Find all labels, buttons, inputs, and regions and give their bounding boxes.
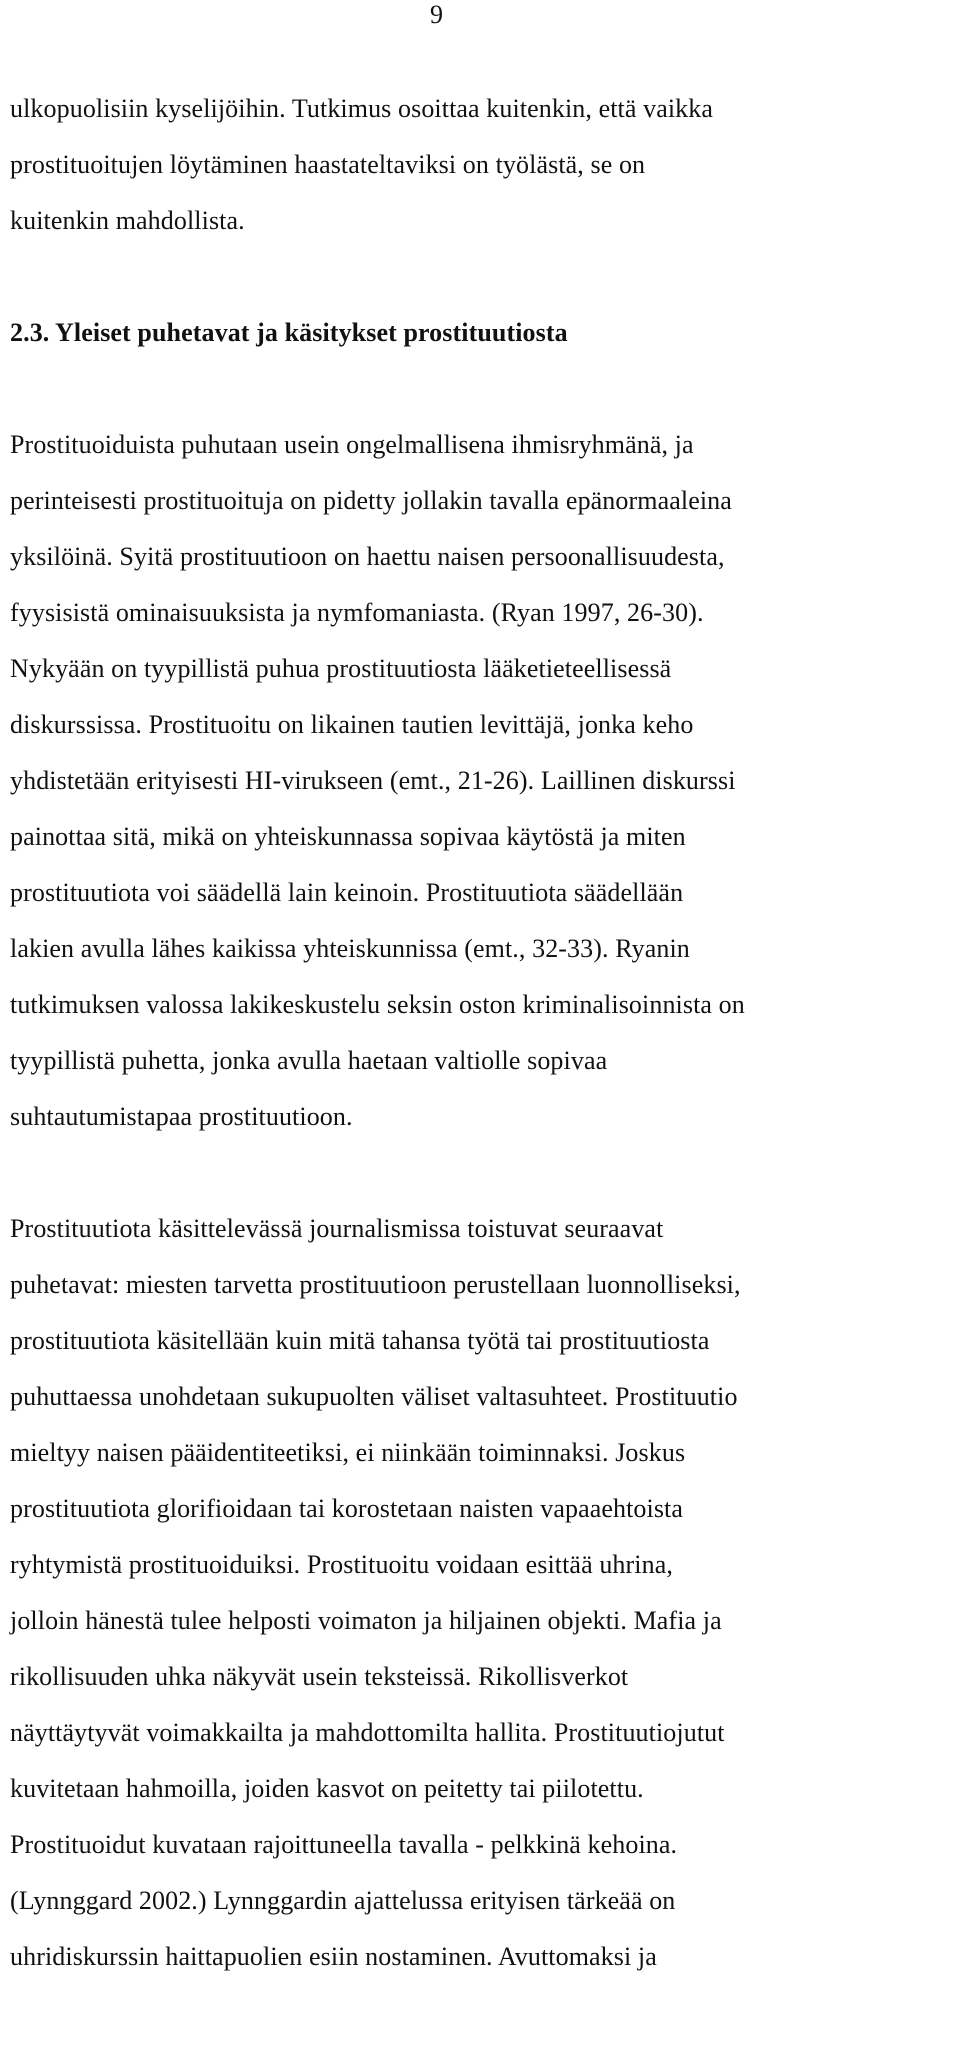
paragraph1-line: painottaa sitä, mikä on yhteiskunnassa sopivaa käytöstä ja miten (10, 822, 686, 851)
paragraph2-line: Prostituoidut kuvataan rajoittuneella tavalla - pelkkinä kehoina. (10, 1830, 678, 1859)
paragraph2-line: kuvitetaan hahmoilla, joiden kasvot on peitetty tai piilotettu. (10, 1774, 644, 1803)
intro-line: kuitenkin mahdollista. (10, 206, 245, 235)
paragraph2-line: jolloin hänestä tulee helposti voimaton ja hiljainen objekti. Mafia ja (10, 1606, 722, 1635)
paragraph2-line: puhuttaessa unohdetaan sukupuolten väliset valtasuhteet. Prostituutio (10, 1382, 738, 1411)
paragraph1-line: Nykyään on tyypillistä puhua prostituutiosta lääketieteellisessä (10, 654, 672, 683)
paragraph1-line: tutkimuksen valossa lakikeskustelu seksin oston kriminalisoinnista on (10, 990, 745, 1019)
paragraph2-line: mieltyy naisen pääidentiteetiksi, ei niinkään toiminnaksi. Joskus (10, 1438, 686, 1467)
paragraph1-line: tyypillistä puhetta, jonka avulla haetaan valtiolle sopivaa (10, 1046, 608, 1075)
paragraph1-line: lakien avulla lähes kaikissa yhteiskunnissa (emt., 32-33). Ryanin (10, 934, 690, 963)
paragraph1-line: perinteisesti prostituoituja on pidetty jollakin tavalla epänormaaleina (10, 486, 732, 515)
paragraph1-line: Prostituoiduista puhutaan usein ongelmallisena ihmisryhmänä, ja (10, 430, 694, 459)
paragraph1-line: yhdistetään erityisesti HI-virukseen (emt., 21-26). Laillinen diskurssi (10, 766, 736, 795)
paragraph2-line: prostituutiota glorifioidaan tai korostetaan naisten vapaaehtoista (10, 1494, 684, 1523)
paragraph2-line: rikollisuuden uhka näkyvät usein teksteissä. Rikollisverkot (10, 1662, 629, 1691)
paragraph2-line: Prostituutiota käsittelevässä journalismissa toistuvat seuraavat (10, 1214, 664, 1243)
paragraph1-line: diskurssissa. Prostituoitu on likainen tautien levittäjä, jonka keho (10, 710, 694, 739)
paragraph1-line: yksilöinä. Syitä prostituutioon on haettu naisen persoonallisuudesta, (10, 542, 725, 571)
paragraph2-line: uhridiskurssin haittapuolien esiin nostaminen. Avuttomaksi ja (10, 1942, 657, 1971)
page-number: 9 (430, 0, 443, 29)
paragraph1-line: fyysisistä ominaisuuksista ja nymfomaniasta. (Ryan 1997, 26-30). (10, 598, 704, 627)
intro-line: ulkopuolisiin kyselijöihin. Tutkimus osoittaa kuitenkin, että vaikka (10, 94, 714, 123)
paragraph2-line: ryhtymistä prostituoiduiksi. Prostituoitu voidaan esittää uhrina, (10, 1550, 673, 1579)
intro-line: prostituoitujen löytäminen haastateltaviksi on työlästä, se on (10, 150, 646, 179)
paragraph1-line: suhtautumistapaa prostituutioon. (10, 1102, 353, 1131)
paragraph2-line: (Lynnggard 2002.) Lynnggardin ajattelussa erityisen tärkeää on (10, 1886, 676, 1915)
section-heading: 2.3. Yleiset puhetavat ja käsitykset prostituutiosta (10, 318, 568, 347)
paragraph2-line: puhetavat: miesten tarvetta prostituutioon perustellaan luonnolliseksi, (10, 1270, 741, 1299)
paragraph1-line: prostituutiota voi säädellä lain keinoin. Prostituutiota säädellään (10, 878, 684, 907)
paragraph2-line: näyttäytyvät voimakkailta ja mahdottomilta hallita. Prostituutiojutut (10, 1718, 725, 1747)
paragraph2-line: prostituutiota käsitellään kuin mitä tahansa työtä tai prostituutiosta (10, 1326, 710, 1355)
